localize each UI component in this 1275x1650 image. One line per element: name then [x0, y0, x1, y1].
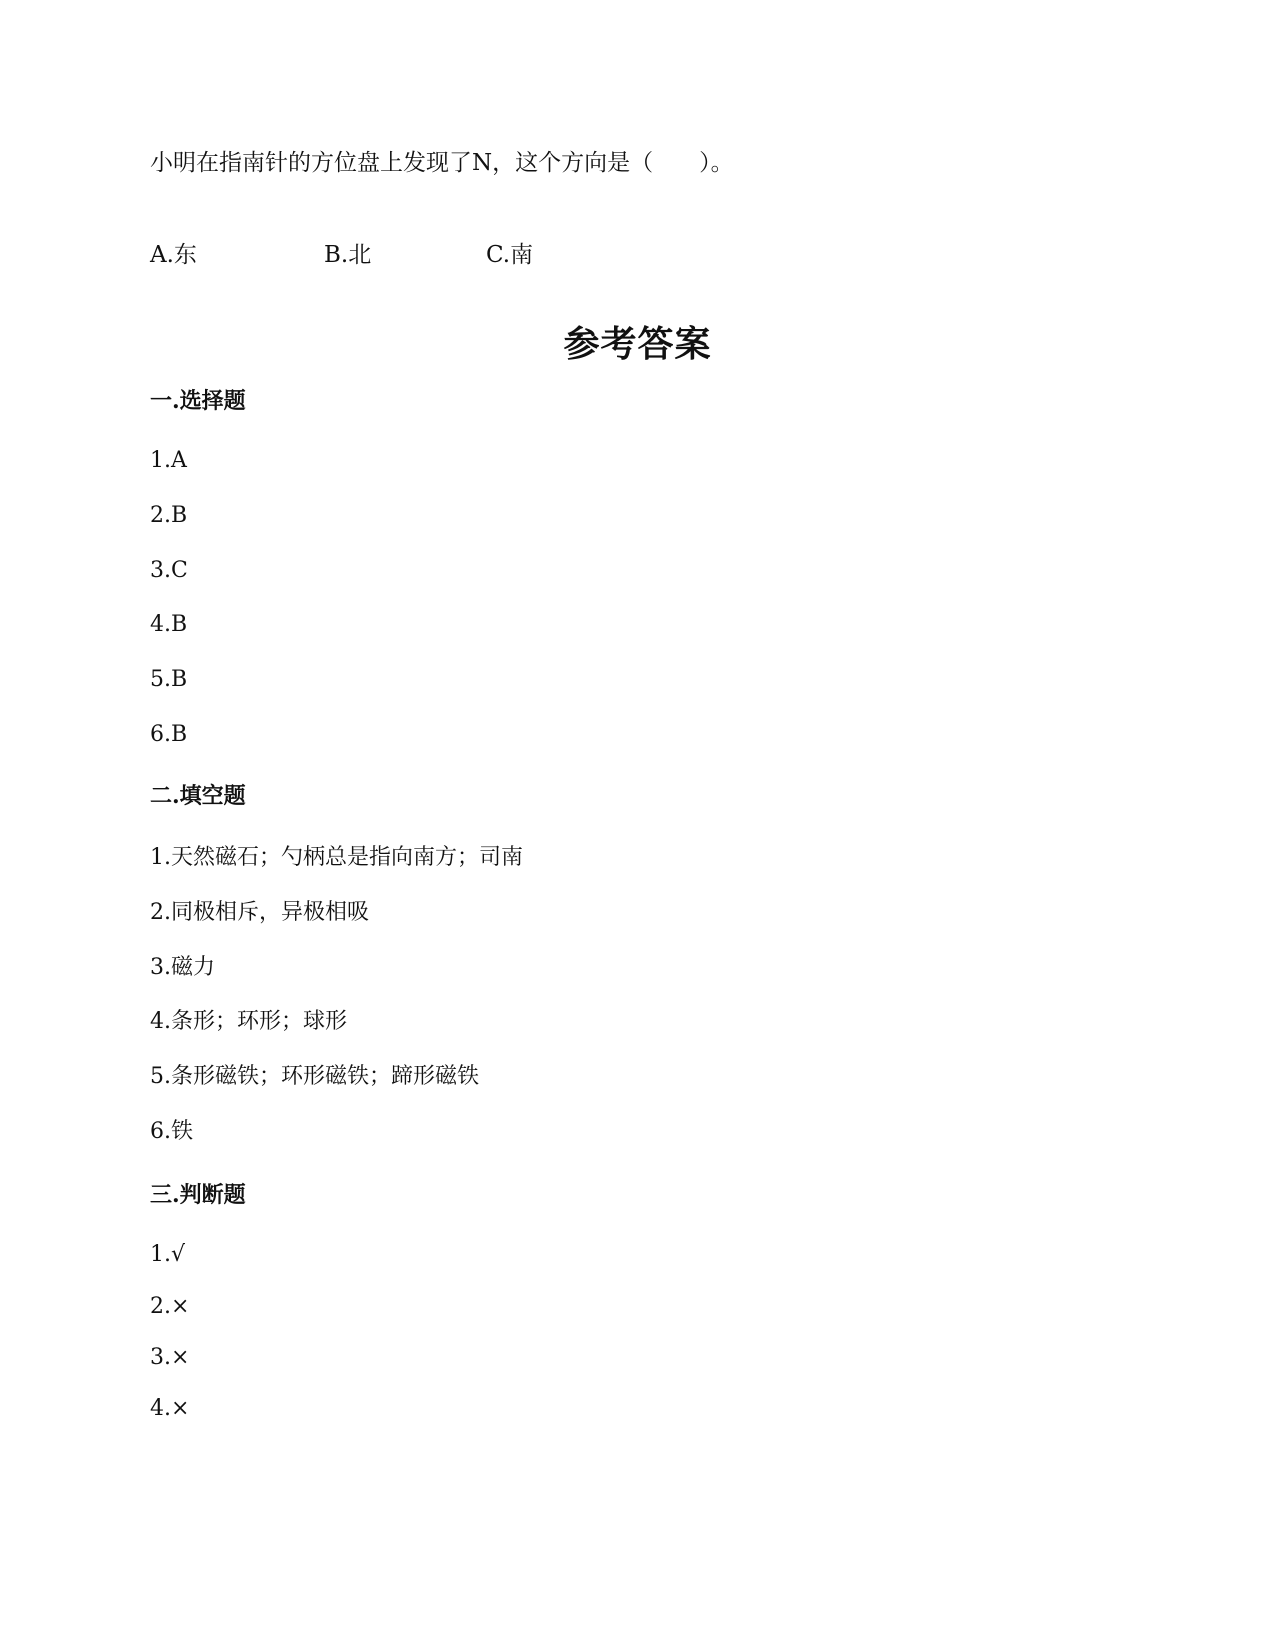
answer-item: 5.条形磁铁；环形磁铁；蹄形磁铁: [150, 1064, 479, 1089]
option-a: A.东: [150, 242, 197, 268]
answer-item: 4.B: [150, 612, 188, 637]
option-b: B.北: [324, 242, 372, 268]
answer-item: 1.天然磁石；勺柄总是指向南方；司南: [150, 845, 523, 870]
answer-item: 6.B: [150, 722, 188, 747]
section-heading-true-false: 三.判断题: [150, 1182, 246, 1208]
answer-item: 1.A: [150, 448, 187, 473]
answer-item: 5.B: [150, 667, 188, 692]
question-text: 小明在指南针的方位盘上发现了N，这个方向是（ ）。: [150, 150, 734, 176]
answer-key-title: 参考答案: [563, 323, 712, 365]
answer-item: 2.×: [150, 1294, 190, 1319]
section-heading-choice: 一.选择题: [150, 388, 246, 414]
answer-item: 1.√: [150, 1242, 186, 1267]
option-c: C.南: [486, 242, 534, 268]
answer-item: 4.×: [150, 1396, 190, 1421]
section-heading-fill-blank: 二.填空题: [150, 783, 246, 809]
answer-item: 4.条形；环形；球形: [150, 1009, 347, 1034]
answer-item: 6.铁: [150, 1119, 193, 1144]
answer-item: 3.C: [150, 558, 188, 583]
answer-item: 2.B: [150, 503, 188, 528]
answer-item: 2.同极相斥，异极相吸: [150, 900, 369, 925]
answer-item: 3.×: [150, 1345, 190, 1370]
answer-item: 3.磁力: [150, 955, 215, 980]
